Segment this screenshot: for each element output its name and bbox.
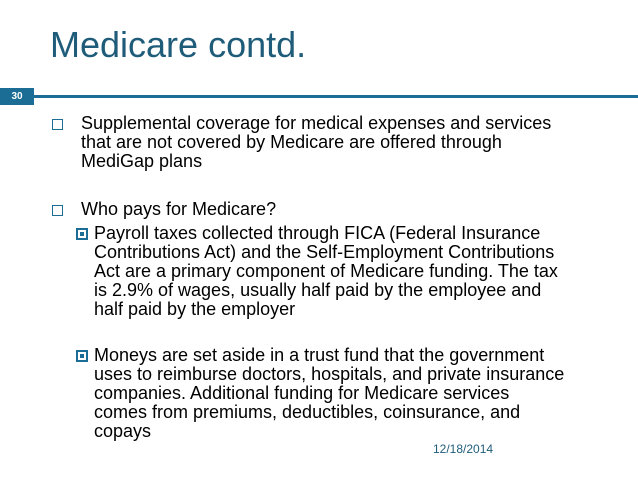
bullet-line: Moneys are set aside in a trust fund that the government xyxy=(94,345,545,365)
bullet-line: Who pays for Medicare? xyxy=(81,199,277,219)
title-divider xyxy=(34,95,638,98)
bullet-line: companies. Additional funding for Medicare services xyxy=(94,383,510,403)
bullet-line: Supplemental coverage for medical expenses and services xyxy=(81,113,552,133)
bullet-line: copays xyxy=(94,421,152,441)
filled-square-bullet-icon xyxy=(76,350,88,362)
bullet-line: Act are a primary component of Medicare funding. The tax xyxy=(94,261,558,281)
sub-bullet-text xyxy=(94,346,602,441)
bullet-supplemental-coverage xyxy=(52,114,602,171)
bullet-line: Payroll taxes collected through FICA (Federal Insurance xyxy=(94,223,541,243)
slide-date: 12/18/2014 xyxy=(433,442,494,456)
filled-square-bullet-icon xyxy=(76,228,88,240)
bullet-text xyxy=(81,200,602,219)
bullet-line: half paid by the employer xyxy=(94,299,296,319)
bullet-line: uses to reimburse doctors, hospitals, and private insurance xyxy=(94,364,565,384)
hollow-square-bullet-icon xyxy=(52,205,63,216)
bullet-line: that are not covered by Medicare are offered through xyxy=(81,132,502,152)
hollow-square-bullet-icon xyxy=(52,119,63,130)
bullet-line: MediGap plans xyxy=(81,151,203,171)
bullet-text xyxy=(81,114,602,171)
sub-bullet-trust-fund xyxy=(72,346,602,441)
bullet-line: is 2.9% of wages, usually half paid by the employee and xyxy=(94,280,542,300)
bullet-who-pays xyxy=(52,200,602,219)
sub-bullet-payroll-taxes xyxy=(72,224,602,319)
bullet-line: comes from premiums, deductibles, coinsurance, and xyxy=(94,402,521,422)
slide-title: Medicare contd. xyxy=(50,24,307,65)
sub-bullet-text xyxy=(94,224,602,319)
bullet-line: Contributions Act) and the Self-Employment Contributions xyxy=(94,242,555,262)
slide-number: 30 xyxy=(0,88,34,105)
